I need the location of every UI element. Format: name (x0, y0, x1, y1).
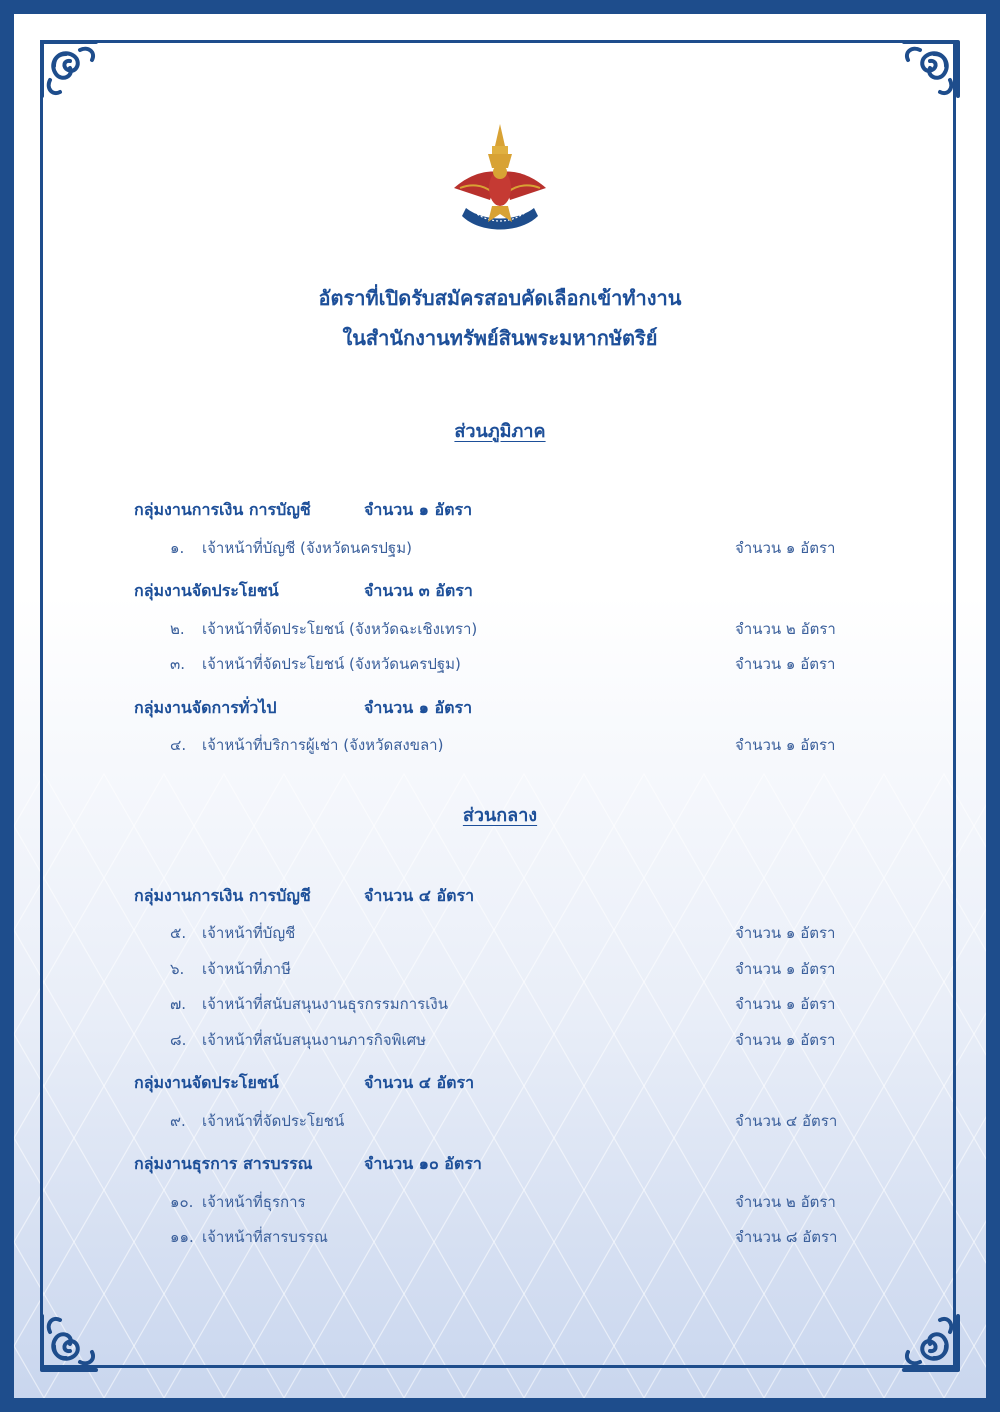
group-count: จำนวน ๓ อัตรา (364, 581, 473, 600)
item-title: เจ้าหน้าที่จัดประโยชน์ (202, 1112, 345, 1130)
item-title: เจ้าหน้าที่บริการผู้เช่า (จังหวัดสงขลา) (202, 736, 444, 754)
item-count: จำนวน ๒ อัตรา (735, 620, 836, 638)
item-count: จำนวน ๑ อัตรา (735, 924, 836, 942)
item-title: เจ้าหน้าที่บัญชี (202, 924, 296, 942)
ornament-corner-top-right-icon (890, 36, 964, 110)
item-title: เจ้าหน้าที่สารบรรณ (202, 1228, 328, 1246)
item-title: เจ้าหน้าที่ธุรการ (202, 1193, 306, 1211)
item-count: จำนวน ๑ อัตรา (735, 655, 836, 673)
group-name: กลุ่มงานการเงิน การบัญชี (134, 500, 311, 519)
item-number: ๓. (170, 655, 186, 673)
pattern-triangle (974, 1294, 986, 1346)
page-title-line-1: อัตราที่เปิดรับสมัครสอบคัดเลือกเข้าทำงาน (318, 286, 682, 310)
item-title: เจ้าหน้าที่จัดประโยชน์ (จังหวัดฉะเชิงเทรา) (202, 620, 478, 638)
group-count: จำนวน ๑๐ อัตรา (364, 1154, 482, 1173)
group-name: กลุ่มงานจัดประโยชน์ (134, 581, 279, 600)
item-number: ๗. (170, 995, 187, 1013)
pattern-triangle (974, 878, 986, 930)
item-title: เจ้าหน้าที่ภาษี (202, 960, 291, 978)
ornament-corner-top-left-icon (36, 36, 110, 110)
item-count: จำนวน ๑ อัตรา (735, 1031, 836, 1049)
pattern-triangle (974, 982, 986, 1034)
item-count: จำนวน ๑ อัตรา (735, 539, 836, 557)
section-title-regional: ส่วนภูมิภาค (454, 421, 546, 442)
item-count: จำนวน ๒ อัตรา (735, 1193, 836, 1211)
group-name: กลุ่มงานจัดประโยชน์ (134, 1073, 279, 1092)
item-number: ๒. (170, 620, 185, 638)
item-count: จำนวน ๑ อัตรา (735, 995, 836, 1013)
item-count: จำนวน ๑ อัตรา (735, 960, 836, 978)
group-name: กลุ่มงานธุรการ สารบรรณ (134, 1154, 313, 1173)
item-number: ๘. (170, 1031, 187, 1049)
item-number: ๑. (170, 539, 185, 557)
group-count: จำนวน ๑ อัตรา (364, 500, 473, 519)
item-title: เจ้าหน้าที่สนับสนุนงานภารกิจพิเศษ (202, 1031, 427, 1049)
group-count: จำนวน ๔ อัตรา (364, 1073, 475, 1092)
pattern-triangle (974, 1086, 986, 1138)
group-name: กลุ่มงานการเงิน การบัญชี (134, 886, 311, 905)
document-page (14, 14, 986, 1398)
group-name: กลุ่มงานจัดการทั่วไป (134, 698, 277, 717)
ornament-corner-bottom-right-icon (890, 1302, 964, 1376)
item-title: เจ้าหน้าที่จัดประโยชน์ (จังหวัดนครปฐม) (202, 655, 461, 673)
ornament-corner-bottom-left-icon (36, 1302, 110, 1376)
section-title-central: ส่วนกลาง (462, 805, 538, 826)
item-number: ๕. (170, 924, 187, 942)
item-number: ๑๐. (170, 1193, 194, 1211)
page-title-line-2: ในสำนักงานทรัพย์สินพระมหากษัตริย์ (342, 326, 658, 350)
item-title: เจ้าหน้าที่บัญชี (จังหวัดนครปฐม) (202, 539, 412, 557)
garuda-emblem-icon (450, 122, 550, 246)
item-number: ๙. (170, 1112, 186, 1130)
group-count: จำนวน ๔ อัตรา (364, 886, 475, 905)
pattern-triangle (974, 1190, 986, 1242)
item-number: ๔. (170, 736, 187, 754)
item-title: เจ้าหน้าที่สนับสนุนงานธุรกรรมการเงิน (202, 995, 448, 1013)
item-count: จำนวน ๔ อัตรา (735, 1112, 838, 1130)
group-count: จำนวน ๑ อัตรา (364, 698, 473, 717)
item-count: จำนวน ๘ อัตรา (735, 1228, 838, 1246)
item-number: ๖. (170, 960, 185, 978)
item-count: จำนวน ๑ อัตรา (735, 736, 836, 754)
item-number: ๑๑. (170, 1228, 194, 1246)
